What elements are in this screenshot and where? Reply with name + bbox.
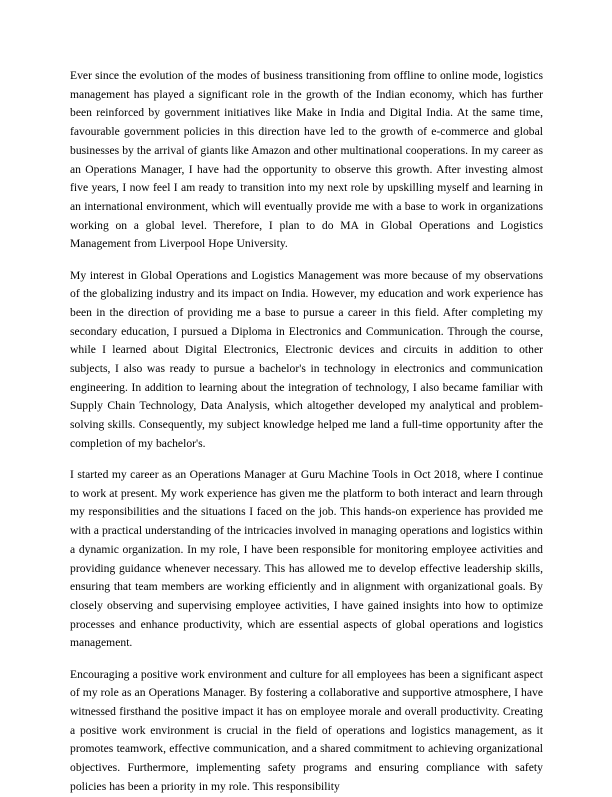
document-text-column <box>70 67 543 797</box>
paragraph-3: I started my career as an Operations Manager at Guru Machine Tools in Oct 2018, where I continue to work at present. My work experience has given me the platform to both interact and learn through my responsibilities and the situations I faced on the job. This hands-on experience has provided me with a practical understanding of the intricacies involved in managing operations and logistics within a dynamic organization. In my role, I have been responsible for monitoring employee activities and providing guidance whenever necessary. This has allowed me to develop effective leadership skills, ensuring that team members are working efficiently and in alignment with organizational goals. By closely observing and supervising employee activities, I have gained insights into how to optimize processes and enhance productivity, which are essential aspects of global operations and logistics management. <box>70 468 543 650</box>
paragraph-4: Encouraging a positive work environment and culture for all employees has been a significant aspect of my role as an Operations Manager. By fostering a collaborative and supportive atmosphere, I have witnessed firsthand the positive impact it has on employee morale and overall productivity. Creating a positive work environment is crucial in the field of operations and logistics management, as it promotes teamwork, effective communication, and a shared commitment to achieving organizational objectives. Furthermore, implementing safety programs and ensuring compliance with safety policies has been a priority in my role. This responsibility <box>70 667 543 793</box>
paragraph-1: Ever since the evolution of the modes of business transitioning from offline to online mode, logistics management has played a significant role in the growth of the Indian economy, which has further been reinforced by government initiatives like Make in India and Digital India. At the same time, favourable government policies in this direction have led to the growth of e-commerce and global businesses by the arrival of giants like Amazon and other multinational cooperations. In my career as an Operations Manager, I have had the opportunity to observe this growth. After investing almost five years, I now feel I am ready to transition into my next role by upskilling myself and learning in an international environment, which will eventually provide me with a base to work in organizations working on a global level. Therefore, I plan to do MA in Global Operations and Logistics Management from Liverpool Hope University. <box>70 69 543 251</box>
paragraph-2: My interest in Global Operations and Logistics Management was more because of my observations of the globalizing industry and its impact on India. However, my education and work experience has been in the direction of providing me a base to pursue a career in this field. After completing my secondary education, I pursued a Diploma in Electronics and Communication. Through the course, while I learned about Digital Electronics, Electronic devices and circuits in addition to other subjects, I also was ready to pursue a bachelor's in technology in electronics and communication engineering. In addition to learning about the integration of technology, I also became familiar with Supply Chain Technology, Data Analysis, which altogether developed my analytical and problem-solving skills. Consequently, my subject knowledge helped me land a full-time opportunity after the completion of my bachelor's. <box>70 268 543 450</box>
